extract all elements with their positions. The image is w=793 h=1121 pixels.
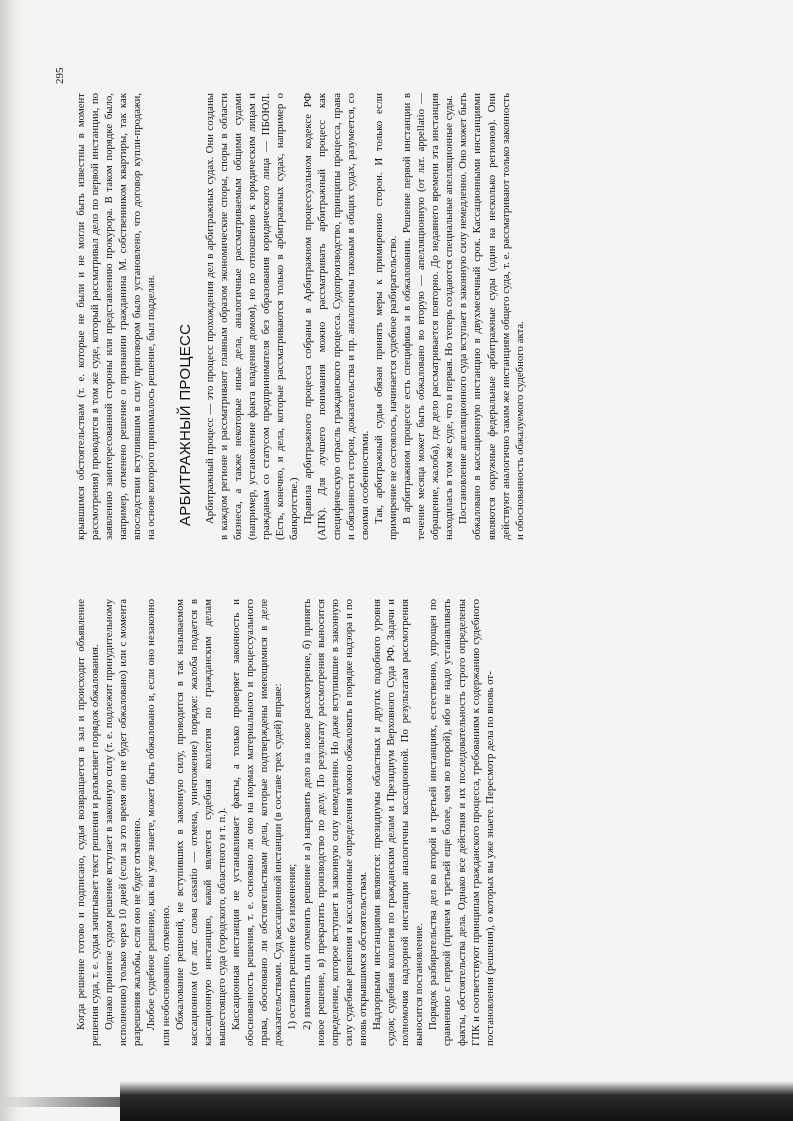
list-item: 1) оставить решение без изменения; <box>286 863 299 1030</box>
page-number: 295 <box>54 67 66 84</box>
paragraph: Однако принятое судом решение вступает в законную силу (т. е. подлежит принудительному исполнению) только через 10 дней (если за это время оно не будет обжаловано) или с момента разрешения жалобы, если оно не будет отменено. <box>103 599 144 1046</box>
binding-shadow <box>0 0 26 1121</box>
paragraph: Когда решение готово и подписано, судья возвращается в зал и происходит объявление решения суда, т. е. судья зачитывает текст решения и разъясняет порядок обжалования. <box>75 599 102 1046</box>
paragraph: Кассационная инстанция не устанавливает факты, а только проверяет законность и обоснованность решения, т. е. основано ли оно на нормах материального и процессуального права, обосновано ли обстоятельствами дела, которые подтверждены имеющимися в деле доказательствами. Суд кассационной инстанции (в составе трех судей) вправе: <box>230 599 285 1046</box>
paragraph: Арбитражный процесс — это процесс прохождения дел в арбитражных судах. Они созданы в каждом регионе и рассматривают главным образом экономические споры, споры в области бизнеса, а также некоторые иные дела, аналогичные рассматриваемым общими судами (например, установление факта владения домом), но по отношению к юридическим лицам и гражданам со статусом предпринимателя без образования юридического лица — ПБОЮЛ. (Есть, конечно, и дела, которые рассматриваются только в арбитражных судах, например о банкротстве.) <box>203 93 301 540</box>
paragraph: Обжалование решений, не вступивших в законную силу, проводится в так называемом кассационном (от лат. слова cassatio — отмена, уничтожение) порядке: жалоба подается в кассационную инстанцию, какой является судебная коллегия по гражданским делам вышестоящего суда (городского, областного и т. п.). <box>173 599 228 1046</box>
paragraph: крывшимся обстоятельствам (т. е. которые не были и не могли быть известны в момент рассмотрения) проводится в том же суде, который рассматривал дело по первой инстанции, по заявлению заинтересованной стороны или представлению прокурора. В таком порядке было, например, отменено решение о признании гражданина М. собственником квартиры, так как впоследствии вступившим в силу приговором было установлено, что договор купли-продажи, на основе которого принималось решение, был подделан. <box>75 93 158 540</box>
paragraph: Надзорными инстанциями являются: президиумы областных и других подобного уровня судов; судебная коллегия по гражданским делам и Президиум Верховного Суда РФ. Задачи и полномочия надзорной инстанции аналогичны кассационной. По результатам рассмотрения выносится постановление. <box>370 599 426 1046</box>
paragraph: Любое судебное решение, как вы уже знаете, может быть обжаловано и, если оно незаконно или необоснованно, отменено. <box>145 599 172 1046</box>
scan-edge-shadow <box>0 1097 120 1107</box>
scan-edge-dark-strip <box>120 1081 793 1121</box>
left-column <box>74 599 497 1046</box>
paragraph: Так, арбитражный судья обязан принять меры к примирению сторон. И только если примирение не состоялось, начинается судебное разбирательство. <box>372 93 399 540</box>
paragraph: В арбитражном процессе есть специфика и в обжаловании. Решение первой инстанции в течение месяца может быть обжаловано во вторую — апелляционную (от лат. appellatio — обращение, жалоба), где дело рассматривается повторно. До недавнего времени эта инстанция находилась в том же суде, что и первая. Но теперь создаются специальные апелляционные суды. <box>400 93 456 540</box>
right-column <box>74 93 527 540</box>
paragraph: Постановление апелляционного суда вступает в законную силу немедленно. Оно может быть обжаловано в кассационную инстанцию в двухмесячный срок. Кассационными инстанциями являются окружные федеральные арбитражные суды (один на несколько регионов). Они действуют аналогично таким же инстанциям общего суда, т. е. рассматривают только законность и обоснованность обжалуемого судебного акта. <box>457 93 526 540</box>
paragraph: Правила арбитражного процесса собраны в Арбитражном процессуальном кодексе РФ (АПК). Для лучшего понимания можно рассматривать арбитражный процесс как специфическую отрасль гражданского процесса. Судопроизводство, принципы процесса, права и обязанности сторон, доказательства и пр. аналогичны таковым в общих судах, разумеется, со своими особенностями. <box>302 93 371 540</box>
list-item: 2) изменить или отменить решение и а) направить дело на новое рассмотрение, б) принять новое решение, в) прекратить производство по делу. По результату рассмотрения выносится определение, которое вступает в законную силу немедленно. Но даже вступившие в законную силу судебные решения и кассационные определения можно обжаловать в порядке надзора и по вновь открывшимся обстоятельствам. <box>300 599 369 1046</box>
rotated-book-page <box>52 52 692 1052</box>
section-heading: АРБИТРАЖНЫЙ ПРОЦЕСС <box>176 323 194 526</box>
paragraph: Порядок разбирательства дел во второй и третьей инстанциях, естественно, упрощен по сравнению с первой (причем в третьей еще более, чем во второй), ибо не надо устанавливать факты, обстоятельства дела. Однако все действия и их последовательность строго определены ГПК и соответствуют принципам гражданского процесса, требованиям к содержанию судебного постановления (решения), о которых вы уже знаете. Пересмотр дела по вновь от- <box>427 599 496 1046</box>
